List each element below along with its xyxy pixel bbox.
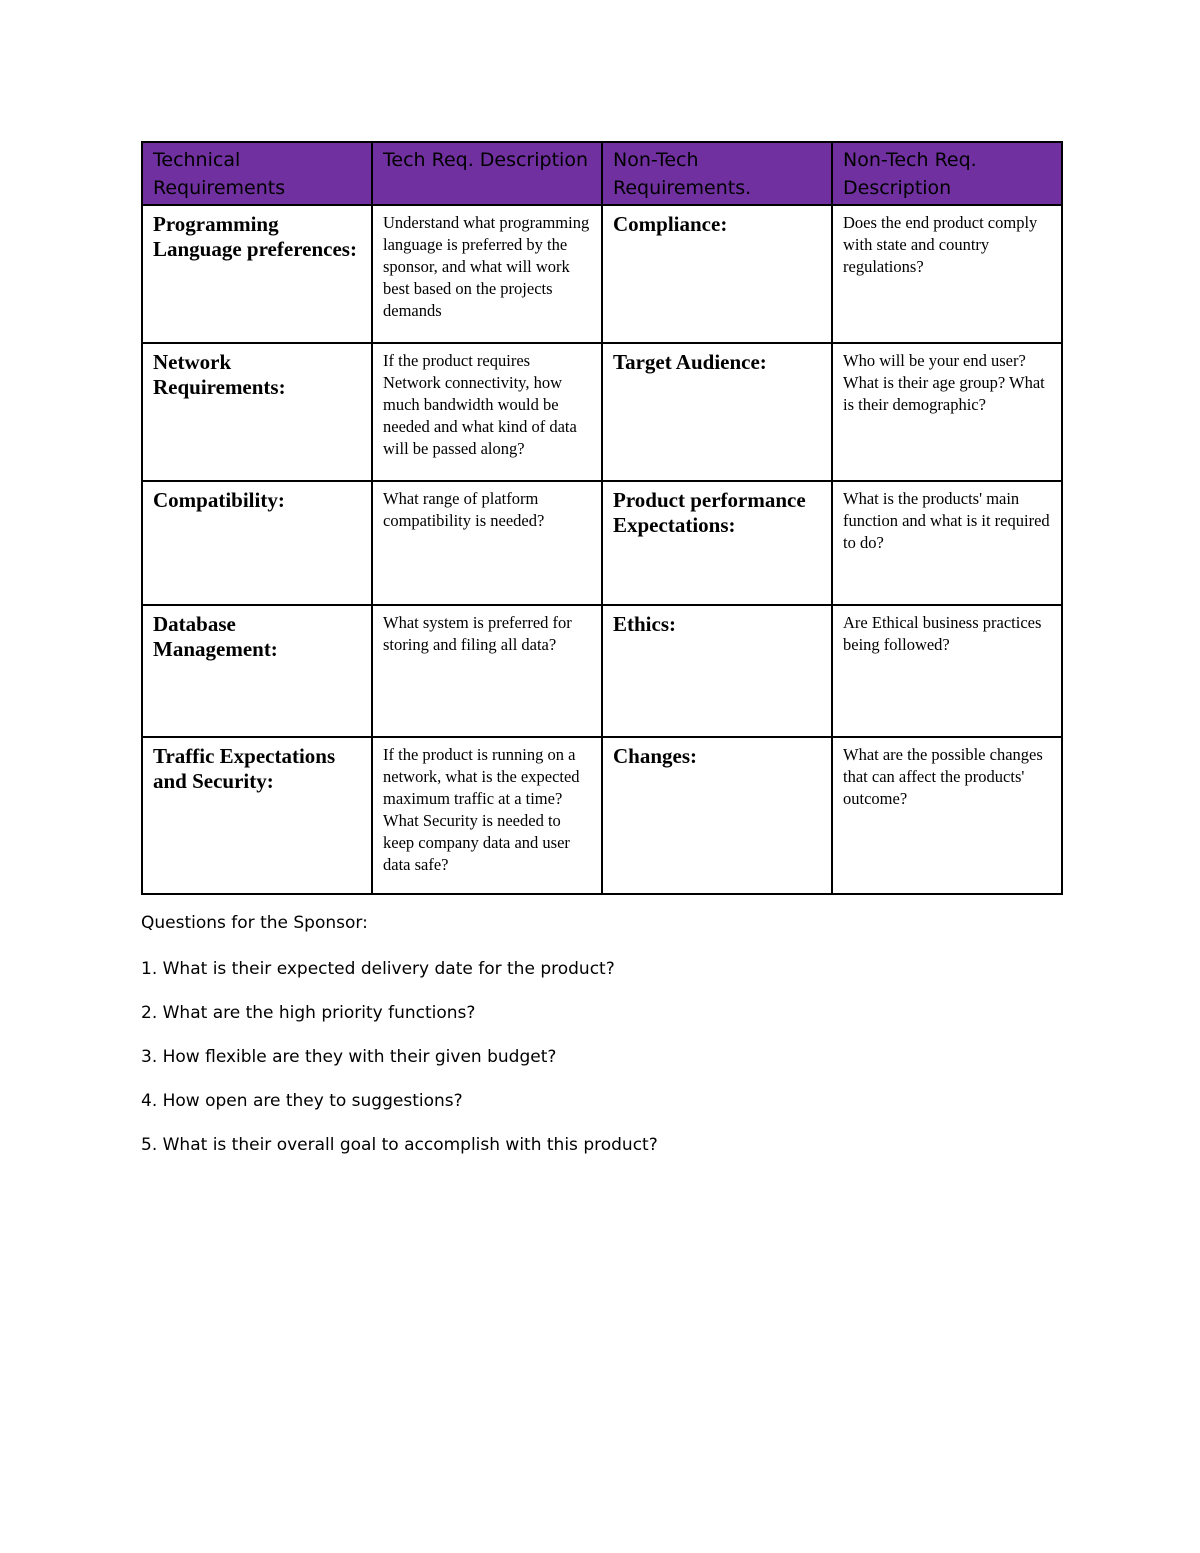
table-header-row <box>142 142 1062 205</box>
header-non-tech-req-description: Non-Tech Req. Description <box>832 142 1062 205</box>
tech-requirement-cell: Traffic Expectations and Security: <box>142 737 372 894</box>
nontech-description-cell: What are the possible changes that can affect the products' outcome? <box>832 737 1062 894</box>
nontech-description-cell: Are Ethical business practices being followed? <box>832 605 1062 737</box>
list-item: 3. How flexible are they with their given budget? <box>141 1047 557 1067</box>
tech-requirement-cell: Database Management: <box>142 605 372 737</box>
tech-description-cell: If the product is running on a network, what is the expected maximum traffic at a time? What Security is needed to keep company data and user data safe? <box>372 737 602 894</box>
table-row <box>142 605 1062 737</box>
tech-requirement-cell: Compatibility: <box>142 481 372 605</box>
list-item: 5. What is their overall goal to accomplish with this product? <box>141 1135 658 1155</box>
questions-heading: Questions for the Sponsor: <box>141 913 368 933</box>
requirements-table <box>141 141 1063 895</box>
tech-description-cell: If the product requires Network connectivity, how much bandwidth would be needed and what kind of data will be passed along? <box>372 343 602 481</box>
table-row <box>142 737 1062 894</box>
table-row <box>142 481 1062 605</box>
nontech-requirement-cell: Product performance Expectations: <box>602 481 832 605</box>
nontech-description-cell: What is the products' main function and what is it required to do? <box>832 481 1062 605</box>
table-row <box>142 343 1062 481</box>
tech-description-cell: What system is preferred for storing and filing all data? <box>372 605 602 737</box>
table-row <box>142 205 1062 343</box>
tech-requirement-cell: Programming Language preferences: <box>142 205 372 343</box>
tech-description-cell: What range of platform compatibility is needed? <box>372 481 602 605</box>
list-item: 1. What is their expected delivery date for the product? <box>141 959 615 979</box>
header-non-tech-requirements: Non-Tech Requirements. <box>602 142 832 205</box>
nontech-description-cell: Who will be your end user? What is their age group? What is their demographic? <box>832 343 1062 481</box>
nontech-requirement-cell: Target Audience: <box>602 343 832 481</box>
header-technical-requirements: Technical Requirements <box>142 142 372 205</box>
nontech-description-cell: Does the end product comply with state and country regulations? <box>832 205 1062 343</box>
nontech-requirement-cell: Changes: <box>602 737 832 894</box>
sponsor-questions-section <box>141 910 1041 1176</box>
list-item: 2. What are the high priority functions? <box>141 1003 476 1023</box>
nontech-requirement-cell: Compliance: <box>602 205 832 343</box>
tech-requirement-cell: Network Requirements: <box>142 343 372 481</box>
header-tech-req-description: Tech Req. Description <box>372 142 602 205</box>
questions-list <box>141 956 1041 1158</box>
nontech-requirement-cell: Ethics: <box>602 605 832 737</box>
list-item: 4. How open are they to suggestions? <box>141 1091 463 1111</box>
tech-description-cell: Understand what programming language is preferred by the sponsor, and what will work best based on the projects demands <box>372 205 602 343</box>
